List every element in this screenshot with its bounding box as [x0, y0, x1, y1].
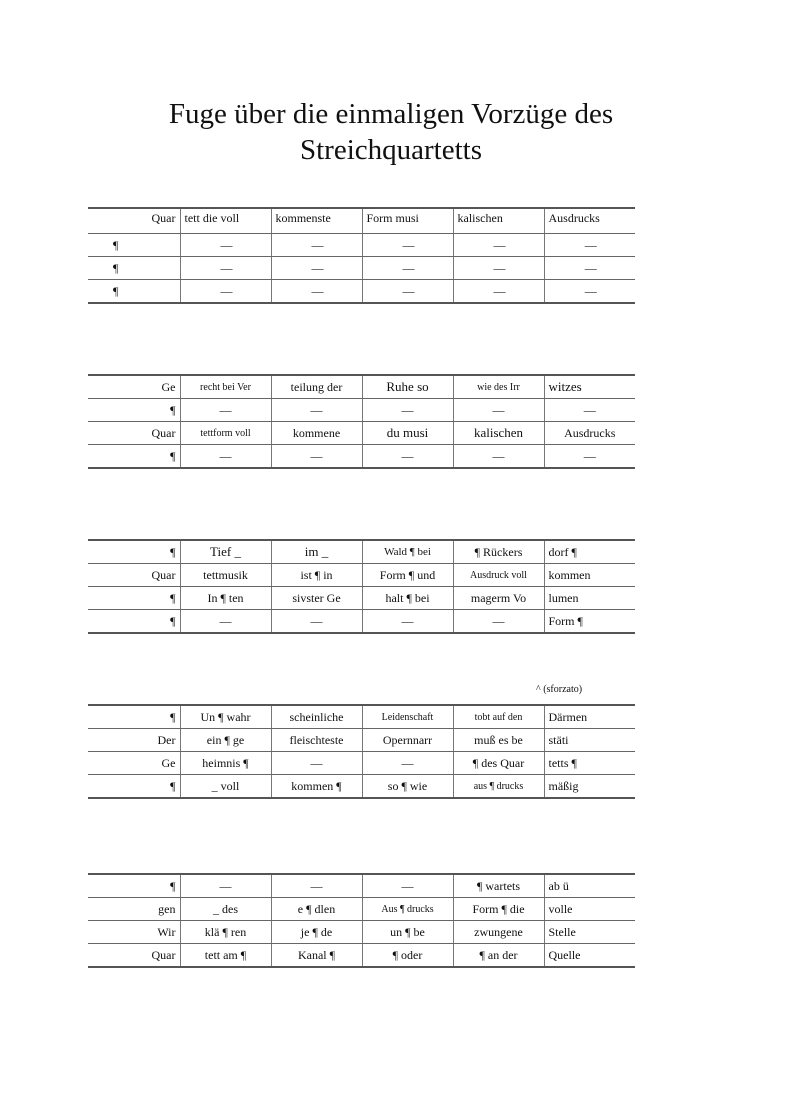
table-cell: ¶ an der	[453, 944, 544, 968]
table-cell: fleischteste	[271, 729, 362, 752]
table-cell: wie des Irr	[453, 375, 544, 399]
table-cell: tett am ¶	[180, 944, 271, 968]
table-cell: ¶	[88, 234, 180, 257]
table-cell: zwungene	[453, 921, 544, 944]
table-cell: kommene	[271, 422, 362, 445]
table-cell: tettmusik	[180, 564, 271, 587]
table-cell: —	[362, 752, 453, 775]
table-cell: heimnis ¶	[180, 752, 271, 775]
table-cell: —	[362, 399, 453, 422]
table-cell: ¶ wartets	[453, 874, 544, 898]
table-cell: —	[180, 874, 271, 898]
table-cell: Quar	[88, 564, 180, 587]
table-cell: Form ¶ und	[362, 564, 453, 587]
table-cell: Un ¶ wahr	[180, 705, 271, 729]
table-cell: —	[453, 610, 544, 634]
table-cell: kommenste	[271, 208, 362, 234]
table-cell: gen	[88, 898, 180, 921]
table-cell: stäti	[544, 729, 635, 752]
table-cell: klä ¶ ren	[180, 921, 271, 944]
table-cell: —	[271, 257, 362, 280]
table-cell: ¶	[88, 280, 180, 304]
table-cell: ¶ des Quar	[453, 752, 544, 775]
table-cell: tetts ¶	[544, 752, 635, 775]
table-cell: ¶	[88, 540, 180, 564]
table-cell: —	[180, 280, 271, 304]
table-cell: im _	[271, 540, 362, 564]
table-cell: —	[362, 445, 453, 469]
table-cell: —	[271, 874, 362, 898]
table-cell: ¶	[88, 874, 180, 898]
table-cell: Quelle	[544, 944, 635, 968]
table-cell: —	[271, 752, 362, 775]
verse-table-5	[88, 873, 635, 968]
table-cell: Därmen	[544, 705, 635, 729]
table-cell: Leidenschaft	[362, 705, 453, 729]
sforzato-note: ^ (sforzato)	[536, 684, 583, 695]
table-cell: Tief _	[180, 540, 271, 564]
table-cell: —	[271, 445, 362, 469]
table-cell: —	[180, 445, 271, 469]
table-cell: volle	[544, 898, 635, 921]
table-cell: —	[453, 399, 544, 422]
verse-table-4	[88, 704, 635, 799]
verse-table-2	[88, 374, 635, 469]
table-cell: je ¶ de	[271, 921, 362, 944]
table-cell: In ¶ ten	[180, 587, 271, 610]
verse-table-1	[88, 207, 635, 304]
table-cell: teilung der	[271, 375, 362, 399]
table-cell: Ge	[88, 375, 180, 399]
table-cell: Quar	[88, 208, 180, 234]
table-cell: magerm Vo	[453, 587, 544, 610]
table-cell: ¶ Rückers	[453, 540, 544, 564]
table-cell: un ¶ be	[362, 921, 453, 944]
table-cell: tett die voll	[180, 208, 271, 234]
table-cell: Ausdrucks	[544, 208, 635, 234]
table-cell: Ruhe so	[362, 375, 453, 399]
table-cell: tettform voll	[180, 422, 271, 445]
table-cell: —	[544, 280, 635, 304]
table-cell: Wald ¶ bei	[362, 540, 453, 564]
table-cell: —	[362, 610, 453, 634]
table-cell: ¶	[88, 257, 180, 280]
table-cell: mäßig	[544, 775, 635, 799]
table-cell: sivster Ge	[271, 587, 362, 610]
table-cell: ¶ oder	[362, 944, 453, 968]
table-cell: —	[544, 399, 635, 422]
table-cell: du musi	[362, 422, 453, 445]
verse-table-3	[88, 539, 635, 634]
table-cell: lumen	[544, 587, 635, 610]
table-cell: Kanal ¶	[271, 944, 362, 968]
table-cell: —	[271, 399, 362, 422]
table-cell: ab ü	[544, 874, 635, 898]
table-cell: —	[453, 257, 544, 280]
table-cell: ist ¶ in	[271, 564, 362, 587]
table-cell: ¶	[88, 705, 180, 729]
table-cell: —	[362, 257, 453, 280]
table-cell: witzes	[544, 375, 635, 399]
table-cell: e ¶ dlen	[271, 898, 362, 921]
table-cell: Form musi	[362, 208, 453, 234]
table-cell: halt ¶ bei	[362, 587, 453, 610]
table-cell: —	[271, 234, 362, 257]
table-cell: ein ¶ ge	[180, 729, 271, 752]
table-cell: Quar	[88, 422, 180, 445]
table-cell: _ des	[180, 898, 271, 921]
table-cell: _ voll	[180, 775, 271, 799]
table-cell: —	[453, 445, 544, 469]
table-cell: kalischen	[453, 208, 544, 234]
table-cell: ¶	[88, 610, 180, 634]
table-cell: Form ¶ die	[453, 898, 544, 921]
table-cell: —	[453, 234, 544, 257]
table-cell: Aus ¶ drucks	[362, 898, 453, 921]
table-cell: —	[180, 257, 271, 280]
table-cell: —	[544, 257, 635, 280]
table-cell: kommen ¶	[271, 775, 362, 799]
table-cell: —	[362, 874, 453, 898]
table-cell: Stelle	[544, 921, 635, 944]
table-cell: ¶	[88, 587, 180, 610]
table-cell: —	[362, 280, 453, 304]
table-cell: Quar	[88, 944, 180, 968]
table-cell: Ausdruck voll	[453, 564, 544, 587]
table-cell: recht bei Ver	[180, 375, 271, 399]
table-cell: Ge	[88, 752, 180, 775]
table-cell: —	[453, 280, 544, 304]
table-cell: Der	[88, 729, 180, 752]
table-cell: dorf ¶	[544, 540, 635, 564]
table-cell: —	[362, 234, 453, 257]
table-cell: kommen	[544, 564, 635, 587]
table-cell: —	[544, 234, 635, 257]
table-cell: Opernnarr	[362, 729, 453, 752]
table-cell: Form ¶	[544, 610, 635, 634]
table-cell: —	[180, 234, 271, 257]
page-title: Fuge über die einmaligen Vorzüge des Streichquartetts	[168, 98, 614, 166]
table-cell: ¶	[88, 399, 180, 422]
table-cell: Ausdrucks	[544, 422, 635, 445]
table-cell: Wir	[88, 921, 180, 944]
table-cell: —	[271, 280, 362, 304]
table-cell: —	[180, 399, 271, 422]
table-cell: aus ¶ drucks	[453, 775, 544, 799]
table-cell: so ¶ wie	[362, 775, 453, 799]
table-cell: ¶	[88, 445, 180, 469]
table-cell: ¶	[88, 775, 180, 799]
table-cell: muß es be	[453, 729, 544, 752]
table-cell: scheinliche	[271, 705, 362, 729]
table-cell: —	[271, 610, 362, 634]
table-cell: kalischen	[453, 422, 544, 445]
table-cell: tobt auf den	[453, 705, 544, 729]
table-cell: —	[544, 445, 635, 469]
table-cell: —	[180, 610, 271, 634]
